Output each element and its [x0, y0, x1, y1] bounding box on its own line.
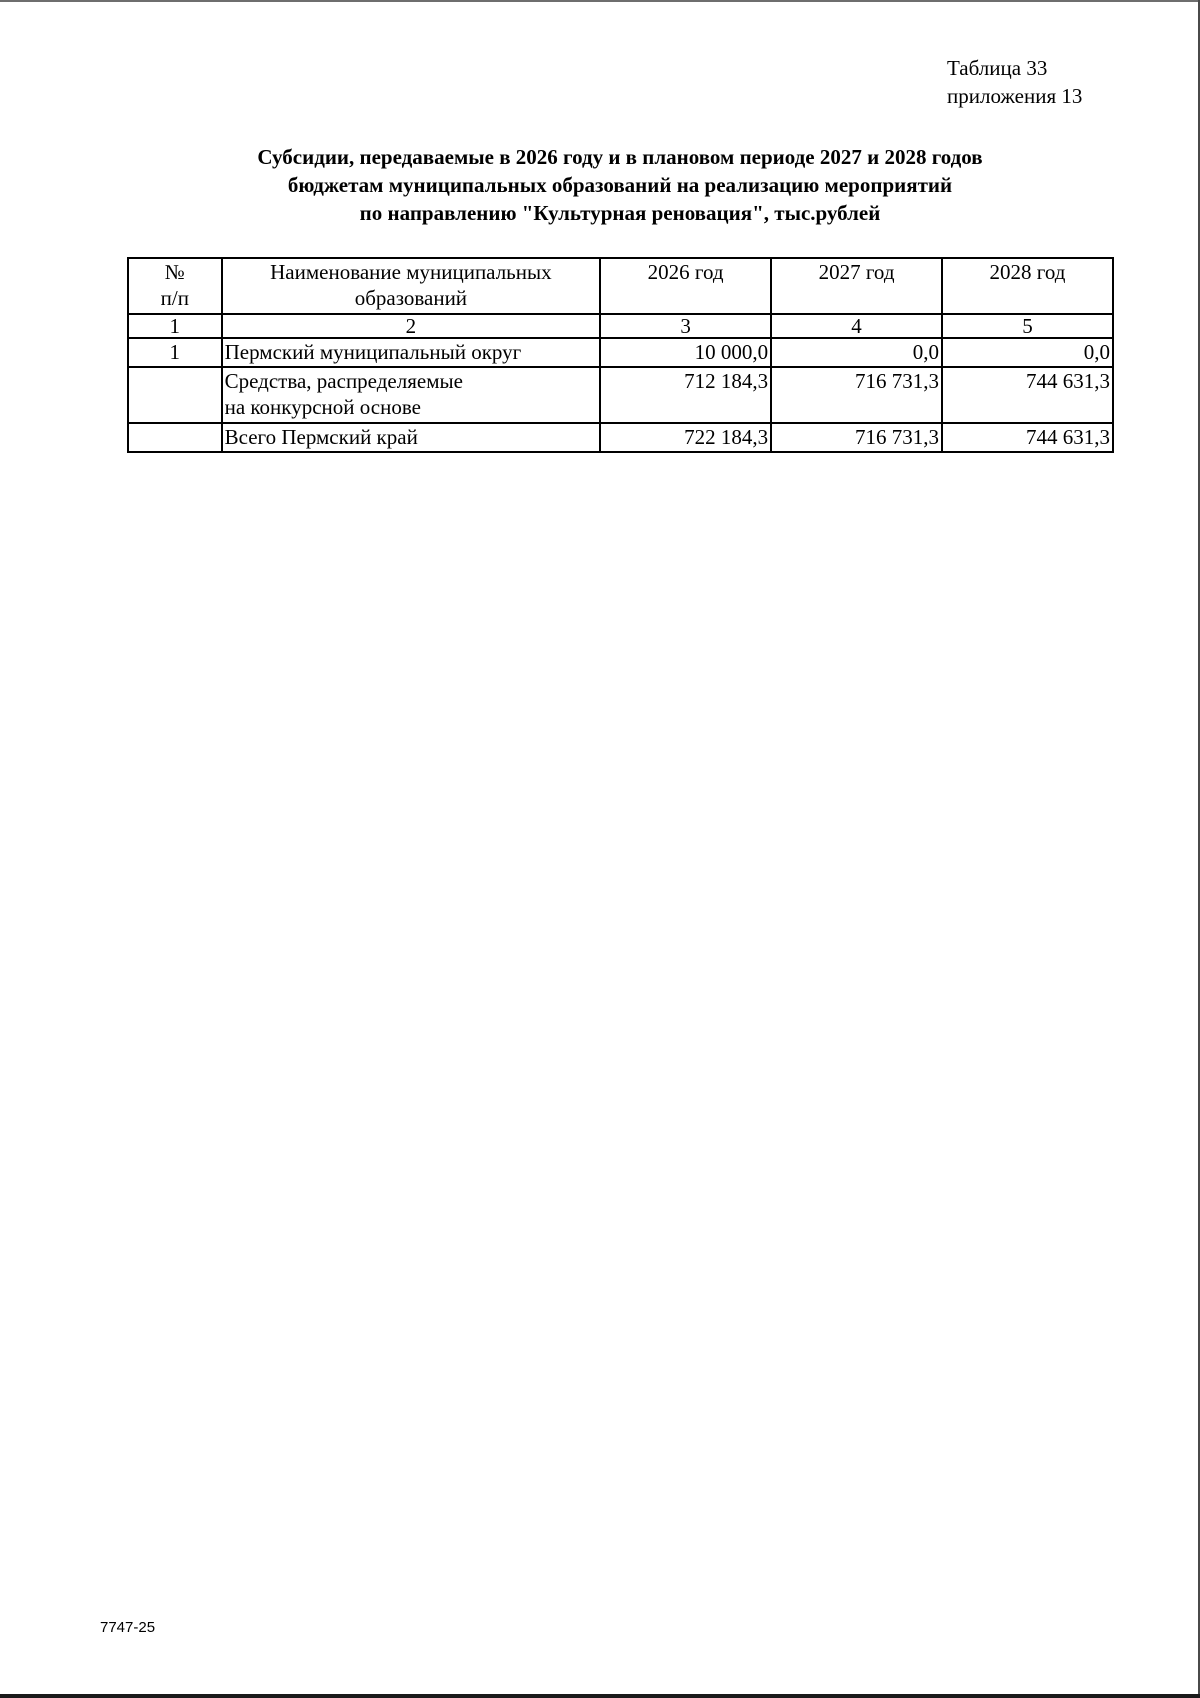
- header-number-line-1: №: [164, 260, 185, 284]
- row-2027-cell: 716 731,3: [771, 367, 942, 423]
- row-2028-cell: 744 631,3: [942, 423, 1113, 452]
- row-2027-cell: 0,0: [771, 338, 942, 367]
- table-total-row: [128, 423, 1113, 452]
- table-row: [128, 367, 1113, 423]
- table-row: [128, 338, 1113, 367]
- row-name-cell: Пермский муниципальный округ: [222, 338, 601, 367]
- header-2026: 2026 год: [600, 258, 771, 314]
- header-2028: 2028 год: [942, 258, 1113, 314]
- row-name-cell: Всего Пермский край: [222, 423, 601, 452]
- reference-table-number: Таблица 33: [947, 56, 1048, 80]
- header-name-line-2: образований: [354, 286, 468, 310]
- row-name-cell: [222, 367, 601, 423]
- row-2028-cell: 744 631,3: [942, 367, 1113, 423]
- column-number-row: [128, 314, 1113, 338]
- column-number-cell: 2: [222, 314, 601, 338]
- row-number-cell: 1: [128, 338, 222, 367]
- row-2026-cell: 722 184,3: [600, 423, 771, 452]
- document-title: [120, 143, 1120, 227]
- document-code: 7747-25: [100, 1619, 156, 1636]
- scan-edge-bottom: [0, 1694, 1200, 1698]
- row-name-line-1: Средства, распределяемые: [224, 369, 463, 393]
- title-line-1: Субсидии, передаваемые в 2026 году и в плановом периоде 2027 и 2028 годов: [257, 145, 983, 169]
- column-number-cell: 5: [942, 314, 1113, 338]
- column-number-cell: 1: [128, 314, 222, 338]
- row-2027-cell: 716 731,3: [771, 423, 942, 452]
- header-number: [128, 258, 222, 314]
- row-2026-cell: 10 000,0: [600, 338, 771, 367]
- header-name: [222, 258, 601, 314]
- row-name-line-2: на конкурсной основе: [224, 395, 421, 419]
- subsidy-table: [127, 257, 1114, 453]
- reference-appendix-number: приложения 13: [947, 84, 1083, 108]
- row-number-cell: [128, 423, 222, 452]
- column-number-cell: 3: [600, 314, 771, 338]
- title-line-2: бюджетам муниципальных образований на реализацию мероприятий: [287, 173, 953, 197]
- column-number-cell: 4: [771, 314, 942, 338]
- header-2027: 2027 год: [771, 258, 942, 314]
- title-line-3: по направлению "Культурная реновация", тыс.рублей: [359, 201, 881, 225]
- row-2028-cell: 0,0: [942, 338, 1113, 367]
- table-reference: [947, 54, 1082, 110]
- header-number-line-2: п/п: [160, 286, 189, 310]
- table-header-row: [128, 258, 1113, 314]
- row-2026-cell: 712 184,3: [600, 367, 771, 423]
- scan-edge-top: [0, 0, 1200, 2]
- row-number-cell: [128, 367, 222, 423]
- header-name-line-1: Наименование муниципальных: [270, 260, 552, 284]
